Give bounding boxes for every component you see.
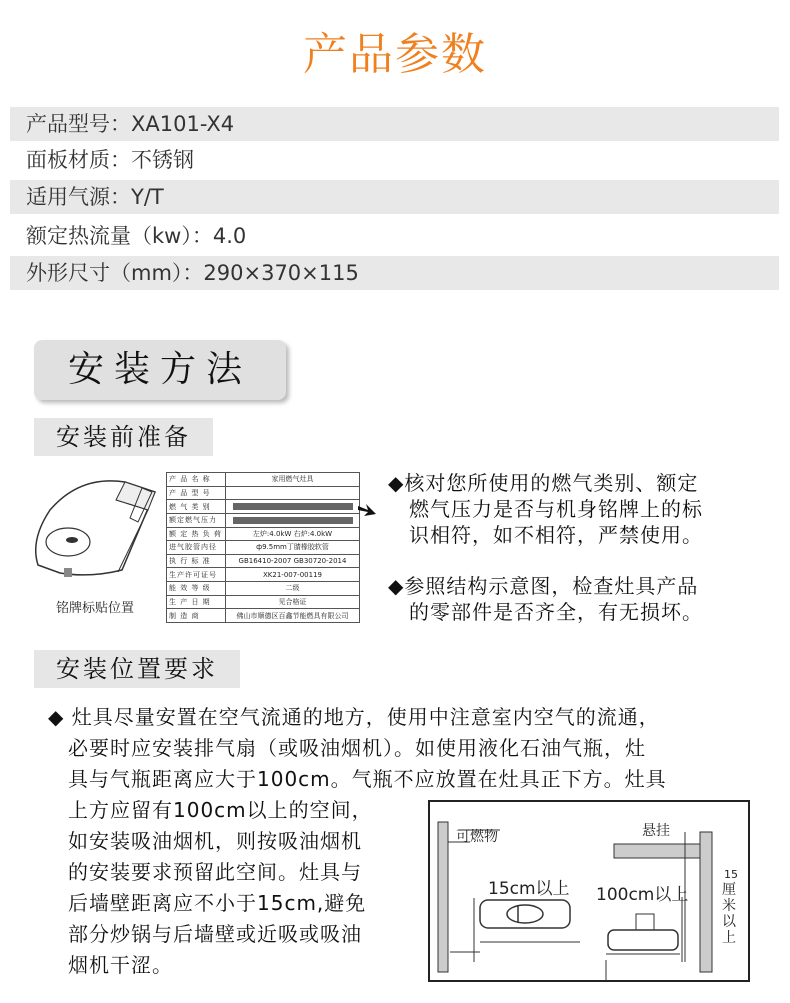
text-line: 识相符，如不相符，严禁使用。 bbox=[409, 523, 703, 547]
distance-100-label: 100cm以上 bbox=[596, 885, 689, 905]
text-line: 的安装要求预留此空间。灶具与 bbox=[68, 860, 362, 884]
nameplate-value bbox=[226, 513, 360, 527]
side-distance-label: 厘米以上 bbox=[722, 882, 736, 946]
text-line: 的零部件是否齐全，有无损坏。 bbox=[409, 600, 703, 624]
combustible-label: 可燃物 bbox=[456, 829, 498, 845]
table-row bbox=[167, 527, 360, 541]
nameplate-key: 额定燃气压力 bbox=[167, 513, 226, 527]
table-row bbox=[167, 473, 360, 487]
nameplate-value: 二级 bbox=[226, 582, 360, 596]
nameplate-value: 左炉:4.0kW 右炉:4.0kW bbox=[226, 527, 360, 541]
spec-gas: 适用气源：Y/T bbox=[10, 180, 779, 214]
nameplate-value bbox=[226, 486, 360, 500]
spec-heat-flow: 额定热流量（kw）：4.0 bbox=[26, 224, 247, 248]
nameplate-key: 产 品 型 号 bbox=[167, 486, 226, 500]
table-row bbox=[167, 609, 360, 623]
prep-title: 安装前准备 bbox=[34, 418, 213, 456]
table-row bbox=[167, 541, 360, 555]
nameplate-value bbox=[226, 500, 360, 514]
installation-diagram bbox=[428, 800, 750, 982]
gas-type-bar bbox=[233, 503, 353, 510]
text-line: 如安装吸油烟机，则按吸油烟机 bbox=[68, 829, 362, 853]
nameplate-key: 生 产 日 期 bbox=[167, 595, 226, 609]
spec-material: 面板材质：不锈钢 bbox=[26, 148, 194, 172]
text-line: 上方应留有100cm以上的空间， bbox=[68, 798, 373, 822]
table-row bbox=[167, 595, 360, 609]
nameplate-key: 产 品 名 称 bbox=[167, 473, 226, 487]
prep-bullet-1 bbox=[388, 470, 703, 548]
table-row bbox=[167, 500, 360, 514]
prep-bullet-2 bbox=[388, 573, 703, 625]
section-title: 安装方法 bbox=[34, 340, 286, 400]
side-distance-number: 15 bbox=[724, 868, 738, 881]
table-row bbox=[167, 568, 360, 582]
nameplate-table bbox=[166, 472, 360, 623]
spec-dimensions: 外形尺寸（mm）：290×370×115 bbox=[10, 256, 779, 290]
distance-15-label: 15cm以上 bbox=[488, 879, 570, 899]
nameplate-key: 生产许可证号 bbox=[167, 568, 226, 582]
position-title: 安装位置要求 bbox=[34, 650, 240, 688]
text-line: ◆参照结构示意图，检查灶具产品 bbox=[388, 574, 699, 598]
page-title: 产品参数 bbox=[303, 29, 487, 80]
hang-label: 悬挂 bbox=[642, 823, 670, 839]
text-line: 部分炒锅与后墙壁或近吸或吸油 bbox=[68, 922, 362, 946]
nameplate-key: 进气胶管内径 bbox=[167, 541, 226, 555]
nameplate-value: 见合格证 bbox=[226, 595, 360, 609]
table-row bbox=[167, 554, 360, 568]
spec-model: 产品型号：XA101-X4 bbox=[10, 107, 779, 141]
text-line: 烟机干涩。 bbox=[68, 953, 173, 977]
stove-sketch bbox=[30, 470, 160, 595]
nameplate-key: 能 效 等 级 bbox=[167, 582, 226, 596]
nameplate-value: XK21-007-00119 bbox=[226, 568, 360, 582]
text-line: 具与气瓶距离应大于100cm。气瓶不应放置在灶具正下方。灶具 bbox=[68, 767, 667, 791]
text-line: ◆ 灶具尽量安置在空气流通的地方，使用中注意室内空气的流通， bbox=[48, 705, 660, 729]
text-line: 燃气压力是否与机身铭牌上的标 bbox=[409, 497, 703, 521]
gas-pressure-bar bbox=[233, 517, 353, 524]
text-line: 后墙壁距离应不小于15cm,避免 bbox=[68, 891, 367, 915]
nameplate-key: 燃 气 类 别 bbox=[167, 500, 226, 514]
nameplate-value: 佛山市顺德区百鑫节能燃具有限公司 bbox=[226, 609, 360, 623]
text-line: ◆核对您所使用的燃气类别、额定 bbox=[388, 471, 699, 495]
text-line: 必要时应安装排气扇（或吸油烟机）。如使用液化石油气瓶，灶 bbox=[68, 736, 646, 760]
nameplate-key: 执 行 标 准 bbox=[167, 554, 226, 568]
table-row bbox=[167, 486, 360, 500]
nameplate-caption: 铭牌标贴位置 bbox=[56, 601, 135, 616]
nameplate-value: GB16410-2007 GB30720-2014 bbox=[226, 554, 360, 568]
nameplate-key: 制 造 商 bbox=[167, 609, 226, 623]
nameplate-value: 家用燃气灶具 bbox=[226, 473, 360, 487]
nameplate-key: 额 定 热 负 荷 bbox=[167, 527, 226, 541]
table-row bbox=[167, 513, 360, 527]
pointer-arrow-icon bbox=[356, 502, 378, 518]
nameplate-value: ф9.5mm丁腈橡胶软管 bbox=[226, 541, 360, 555]
table-row bbox=[167, 582, 360, 596]
